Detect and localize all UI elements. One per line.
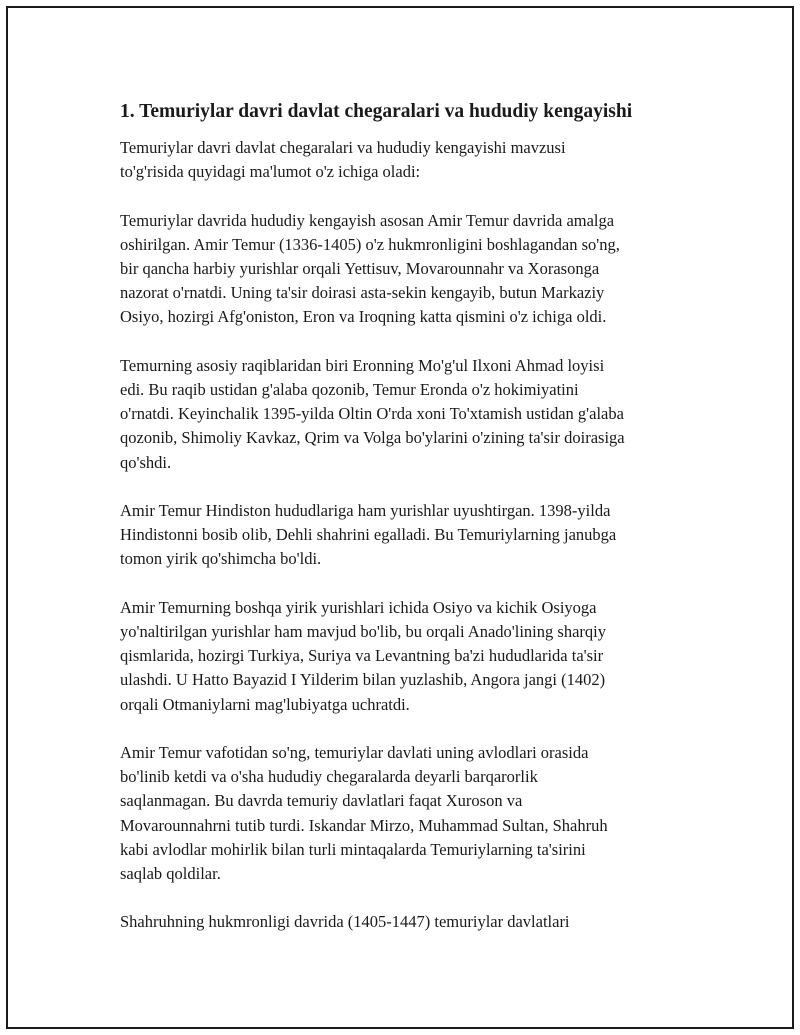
text-line: qo'shdi.	[120, 452, 172, 472]
text-line: saqlanmagan. Bu davrda temuriy davlatlari faqat Xuroson va	[120, 791, 523, 811]
section-heading: 1. Temuriylar davri davlat chegaralari va hududiy kengayishi	[120, 101, 633, 122]
paragraph-asia-minor-campaign	[120, 596, 690, 717]
text-line: ulashdi. U Hatto Bayazid I Yilderim bilan yuzlashib, Angora jangi (1402)	[120, 670, 606, 690]
paragraph-after-death	[120, 741, 690, 886]
text-line: bir qancha harbiy yurishlar orqali Yettisuv, Movarounnahr va Xorasonga	[120, 259, 600, 278]
text-line: orqali Otmaniylarni mag'lubiyatga uchratdi.	[120, 694, 410, 714]
text-line: o'rnatdi. Keyinchalik 1395-yilda Oltin O'rda xoni To'xtamish ustidan g'alaba	[120, 404, 624, 424]
text-line: Shahruhning hukmronligi davrida (1405-1447) temuriylar davlatlari	[120, 912, 570, 932]
text-line: oshirilgan. Amir Temur (1336-1405) o'z hukmronligini boshlagandan so'ng,	[120, 234, 620, 254]
text-line: Temuriylar davrida hududiy kengayish asosan Amir Temur davrida amalga	[120, 210, 615, 230]
document-page	[6, 6, 794, 1029]
text-line: qismlarida, hozirgi Turkiya, Suriya va Levantning ba'zi hududlarida ta'sir	[120, 646, 604, 666]
text-line: Hindistonni bosib olib, Dehli shahrini egalladi. Bu Temuriylarning janubga	[120, 525, 617, 545]
text-line: Movarounnahrni tutib turdi. Iskandar Mirzo, Muhammad Sultan, Shahruh	[120, 815, 608, 835]
text-line: bo'linib ketdi va o'sha hududiy chegaralarda deyarli barqarorlik	[120, 767, 538, 787]
paragraph-shahrukh	[120, 910, 690, 934]
text-line: Temuriylar davri davlat chegaralari va hududiy kengayishi mavzusi	[120, 138, 566, 157]
text-line: saqlab qoldilar.	[120, 864, 221, 884]
text-line: Amir Temur Hindiston hududlariga ham yurishlar uyushtirgan. 1398-yilda	[120, 501, 611, 520]
text-line: to'g'risida quyidagi ma'lumot o'z ichiga oladi:	[120, 162, 421, 182]
text-line: yo'naltirilgan yurishlar ham mavjud bo'lib, bu orqali Anado'lining sharqiy	[120, 622, 606, 641]
text-line: Temurning asosiy raqiblaridan biri Eronning Mo'g'ul Ilxoni Ahmad loyisi	[120, 355, 605, 375]
paragraph-rivals	[120, 354, 690, 475]
text-line: tomon yirik qo'shimcha bo'ldi.	[120, 549, 322, 569]
paragraph-territorial-expansion	[120, 209, 690, 330]
text-line: Amir Temur vafotidan so'ng, temuriylar davlati uning avlodlari orasida	[120, 743, 589, 762]
text-line: Amir Temurning boshqa yirik yurishlari ichida Osiyo va kichik Osiyoga	[120, 597, 597, 617]
text-line: Osiyo, hozirgi Afg'oniston, Eron va Iroqning katta qismini o'z ichiga oldi.	[120, 307, 607, 327]
paragraph-intro	[120, 136, 690, 184]
paragraph-india-campaign	[120, 499, 690, 572]
text-line: nazorat o'rnatdi. Uning ta'sir doirasi asta-sekin kengayib, butun Markaziy	[120, 283, 605, 303]
document-body	[120, 98, 690, 959]
text-line: qozonib, Shimoliy Kavkaz, Qrim va Volga bo'ylarini o'zining ta'sir doirasiga	[120, 428, 625, 448]
text-line: kabi avlodlar mohirlik bilan turli mintaqalarda Temuriylarning ta'sirini	[120, 839, 586, 859]
text-line: edi. Bu raqib ustidan g'alaba qozonib, Temur Eronda o'z hokimiyatini	[120, 380, 579, 399]
